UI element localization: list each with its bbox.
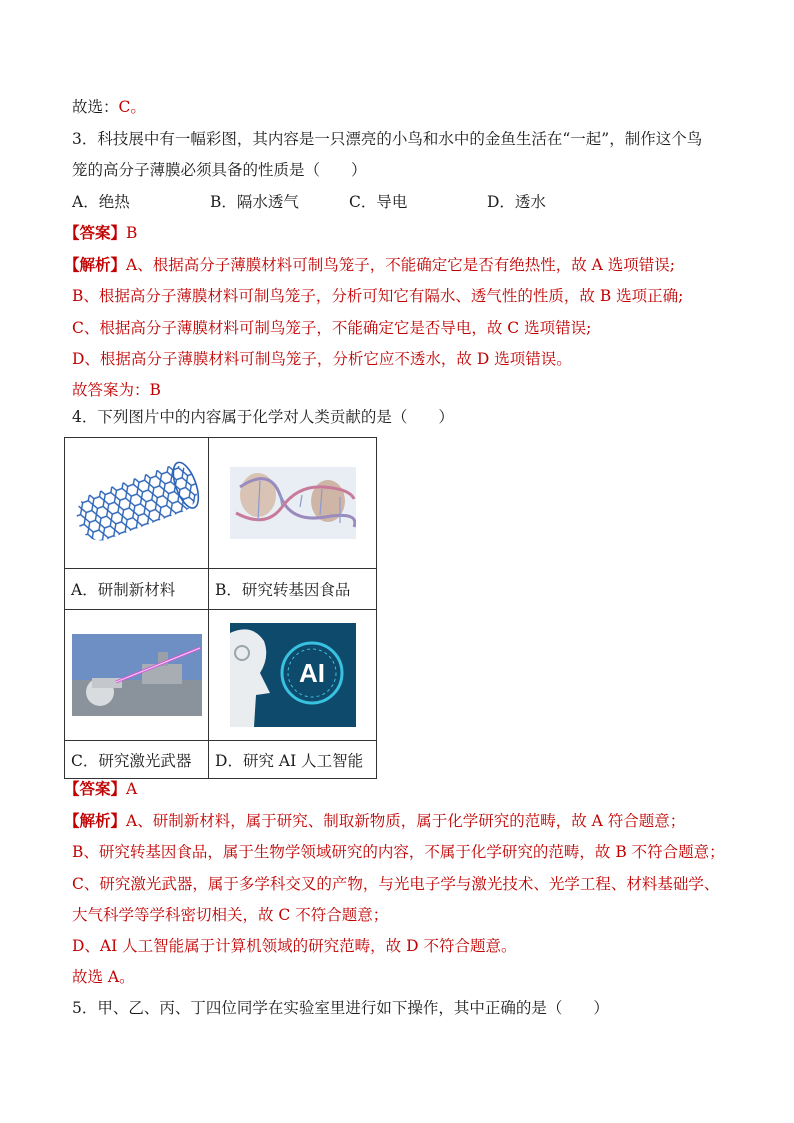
q4-cell-a-image xyxy=(65,438,209,569)
dna-image xyxy=(230,467,356,539)
ai-logo-text: AI xyxy=(298,658,325,688)
q4-answer-line xyxy=(64,779,137,799)
q3-analysis-line3: C、根据高分子薄膜材料可制鸟笼子，不能确定它是否导电，故 C 选项错误; xyxy=(72,319,592,337)
prev-answer-value: C。 xyxy=(118,98,146,116)
q3-analysis-line1 xyxy=(64,255,675,275)
q4-stem: 4．下列图片中的内容属于化学对人类贡献的是（ ） xyxy=(72,408,454,426)
q4-analysis-line1 xyxy=(64,811,685,831)
q4-cell-b-image xyxy=(209,438,377,569)
q4-image-table xyxy=(64,437,377,779)
q3-option-b: B．隔水透气 xyxy=(210,193,299,211)
q3-option-a: A．绝热 xyxy=(72,193,130,211)
q4-analysis-line3: C、研究激光武器，属于多学科交叉的产物，与光电子学与激光技术、光学工程、材料基础学、 xyxy=(72,875,720,893)
q4-cell-c-image xyxy=(65,610,209,741)
q3-answer-tag: 【答案】 xyxy=(64,223,127,242)
q4-answer-value: A xyxy=(126,780,138,798)
q4-cell-c-caption: C．研究激光武器 xyxy=(65,741,209,779)
q3-option-c: C．导电 xyxy=(349,193,408,211)
q3-answer-line xyxy=(64,223,137,243)
q4-analysis-line5: D、AI 人工智能属于计算机领域的研究范畴，故 D 不符合题意。 xyxy=(72,937,517,955)
ai-robot-image xyxy=(230,623,356,727)
q3-analysis-line2: B、根据高分子薄膜材料可制鸟笼子，分析可知它有隔水、透气性的性质，故 B 选项正确; xyxy=(72,287,684,305)
q4-analysis-tag: 【解析】 xyxy=(64,811,127,830)
q3-option-d: D．透水 xyxy=(487,193,546,211)
q4-cell-a-caption: A．研制新材料 xyxy=(65,569,209,610)
q3-analysis-tag: 【解析】 xyxy=(64,255,127,274)
q3-final-answer: 故答案为：B xyxy=(72,381,161,399)
q4-analysis-line2: B、研究转基因食品，属于生物学领域研究的内容，不属于化学研究的范畴，故 B 不符合题意； xyxy=(72,843,725,861)
prev-answer-line xyxy=(72,97,146,117)
q4-cell-d-image xyxy=(209,610,377,741)
q5-stem: 5．甲、乙、丙、丁四位同学在实验室里进行如下操作，其中正确的是（ ） xyxy=(72,999,609,1017)
q4-analysis-text1: A、研制新材料，属于研究、制取新物质，属于化学研究的范畴，故 A 符合题意； xyxy=(126,812,686,830)
q4-cell-d-caption: D．研究 AI 人工智能 xyxy=(209,741,377,779)
q4-analysis-line4: 大气科学等学科密切相关，故 C 不符合题意； xyxy=(72,906,389,924)
q4-final-answer: 故选 A。 xyxy=(72,968,135,986)
prev-answer-prefix: 故选： xyxy=(72,98,119,116)
q3-analysis-line4: D、根据高分子薄膜材料可制鸟笼子，分析它应不透水，故 D 选项错误。 xyxy=(72,350,572,368)
q3-stem-line2: 笼的高分子薄膜必须具备的性质是（ ） xyxy=(72,161,367,179)
q4-answer-tag: 【答案】 xyxy=(64,779,127,798)
nanotube-image xyxy=(71,453,203,553)
q3-answer-value: B xyxy=(126,224,138,242)
laser-weapon-image xyxy=(72,634,202,716)
q3-analysis-text1: A、根据高分子薄膜材料可制鸟笼子，不能确定它是否有绝热性，故 A 选项错误; xyxy=(126,256,675,274)
q4-cell-b-caption: B．研究转基因食品 xyxy=(209,569,377,610)
q3-stem-line1: 3．科技展中有一幅彩图，其内容是一只漂亮的小鸟和水中的金鱼生活在“一起”，制作这个鸟 xyxy=(72,130,703,148)
